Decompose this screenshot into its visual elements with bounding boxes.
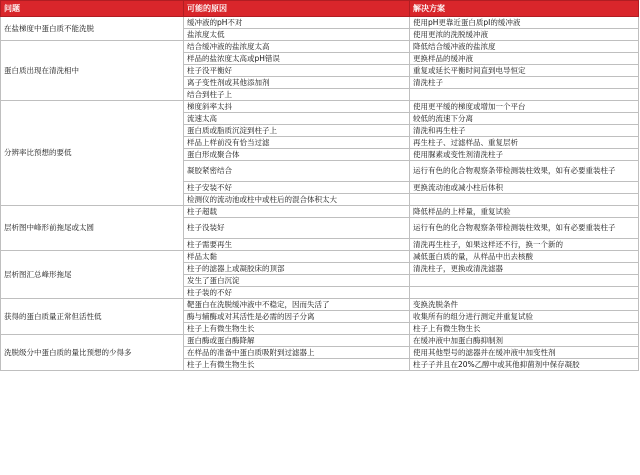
cause-cell: 结合到柱子上: [184, 89, 410, 101]
header-issue: 问题: [1, 1, 184, 17]
table-row: [1, 101, 639, 113]
cause-cell: 发生了蛋白沉淀: [184, 275, 410, 287]
solution-cell: 使用其他型号的滤器并在缓冲液中加变性剂: [410, 347, 639, 359]
table-row: [1, 251, 639, 263]
solution-cell: [410, 89, 639, 101]
solution-cell: 降低样品的上样量，重复试验: [410, 206, 639, 218]
cause-cell: 蛋白质或脂质沉淀到柱子上: [184, 125, 410, 137]
issue-cell: 层析图汇总峰形拖尾: [1, 251, 184, 299]
solution-cell: [410, 287, 639, 299]
issue-cell: 层析图中峰形前拖尾或太圆: [1, 206, 184, 251]
issue-cell: 在盐梯度中蛋白质不能洗脱: [1, 17, 184, 41]
solution-cell: 减低蛋白质的量，从样品中出去核酸: [410, 251, 639, 263]
table-row: [1, 299, 639, 311]
solution-cell: 柱子子并且在20%乙醇中或其他抑菌剂中保存凝胶: [410, 359, 639, 371]
solution-cell: 较低的流速下分离: [410, 113, 639, 125]
solution-cell: [410, 275, 639, 287]
cause-cell: 样品的盐浓度太高或pH错误: [184, 53, 410, 65]
cause-cell: 流速太高: [184, 113, 410, 125]
solution-cell: 在缓冲液中加蛋白酶抑制剂: [410, 335, 639, 347]
solution-cell: 运行有色的化合物观察条带检测装柱效果，如有必要重装柱子: [410, 161, 639, 182]
cause-cell: 梯度斜率太抖: [184, 101, 410, 113]
solution-cell: 使用pH更靠近蛋白质pI的缓冲液: [410, 17, 639, 29]
cause-cell: 凝胶紧密结合: [184, 161, 410, 182]
cause-cell: 柱子超载: [184, 206, 410, 218]
solution-cell: 再生柱子、过滤样品、重复层析: [410, 137, 639, 149]
cause-cell: 柱子需要再生: [184, 239, 410, 251]
solution-cell: 收集所有的组分进行测定并重复试验: [410, 311, 639, 323]
cause-cell: 检测仪的流动池或柱中或柱后的混合体积太大: [184, 194, 410, 206]
issue-cell: 洗脱级分中蛋白质的量比预想的少得多: [1, 335, 184, 371]
cause-cell: 柱子的滤器上或凝胶床的顶部: [184, 263, 410, 275]
cause-cell: 样品上样前没有恰当过滤: [184, 137, 410, 149]
table-row: [1, 17, 639, 29]
solution-cell: 更换流动池或减小柱后体积: [410, 182, 639, 194]
solution-cell: 清洗柱子，更换或清洗滤器: [410, 263, 639, 275]
cause-cell: 结合缓冲液的盐浓度太高: [184, 41, 410, 53]
solution-cell: 清洗再生柱子，如果这样还不行，换一个新的: [410, 239, 639, 251]
cause-cell: 酶与辅酶或对其活性是必需的因子分离: [184, 311, 410, 323]
solution-cell: 使用更平缓的梯度或增加一个平台: [410, 101, 639, 113]
solution-cell: 更换样品的缓冲液: [410, 53, 639, 65]
solution-cell: [410, 194, 639, 206]
solution-cell: 清洗和再生柱子: [410, 125, 639, 137]
solution-cell: 柱子上有微生物生长: [410, 323, 639, 335]
cause-cell: 蛋白酶或蛋白酶降解: [184, 335, 410, 347]
table-row: [1, 335, 639, 347]
issue-cell: 分辨率比预想的要低: [1, 101, 184, 206]
cause-cell: 柱子装的不好: [184, 287, 410, 299]
cause-cell: 样品太黏: [184, 251, 410, 263]
solution-cell: 使用更浓的洗脱缓冲液: [410, 29, 639, 41]
solution-cell: 运行有色的化合物观察条带检测装柱效果，如有必要重装柱子: [410, 218, 639, 239]
table-body: [1, 17, 639, 371]
table-row: [1, 206, 639, 218]
cause-cell: 柱子没装好: [184, 218, 410, 239]
issue-cell: 获得的蛋白质量正常但活性低: [1, 299, 184, 335]
cause-cell: 离子变性剂或其他添加剂: [184, 77, 410, 89]
cause-cell: 柱子上有微生物生长: [184, 359, 410, 371]
table-row: [1, 41, 639, 53]
cause-cell: 缓冲液的pH不对: [184, 17, 410, 29]
cause-cell: 柱子安装不好: [184, 182, 410, 194]
cause-cell: 盐浓度太低: [184, 29, 410, 41]
solution-cell: 降低结合缓冲液的盐浓度: [410, 41, 639, 53]
cause-cell: 在样品的准备中蛋白质吸附到过滤器上: [184, 347, 410, 359]
header-row: [1, 1, 639, 17]
solution-cell: 使用脲素或变性剂清洗柱子: [410, 149, 639, 161]
cause-cell: 柱子没平衡好: [184, 65, 410, 77]
solution-cell: 重复或延长平衡时间直到电导恒定: [410, 65, 639, 77]
issue-cell: 蛋白质出现在清洗相中: [1, 41, 184, 101]
header-cause: 可能的原因: [184, 1, 410, 17]
solution-cell: 清洗柱子: [410, 77, 639, 89]
cause-cell: 靶蛋白在洗脱缓冲液中不稳定，因而失活了: [184, 299, 410, 311]
header-solution: 解决方案: [410, 1, 639, 17]
cause-cell: 柱子上有微生物生长: [184, 323, 410, 335]
solution-cell: 变换洗脱条件: [410, 299, 639, 311]
cause-cell: 蛋白形成聚合体: [184, 149, 410, 161]
